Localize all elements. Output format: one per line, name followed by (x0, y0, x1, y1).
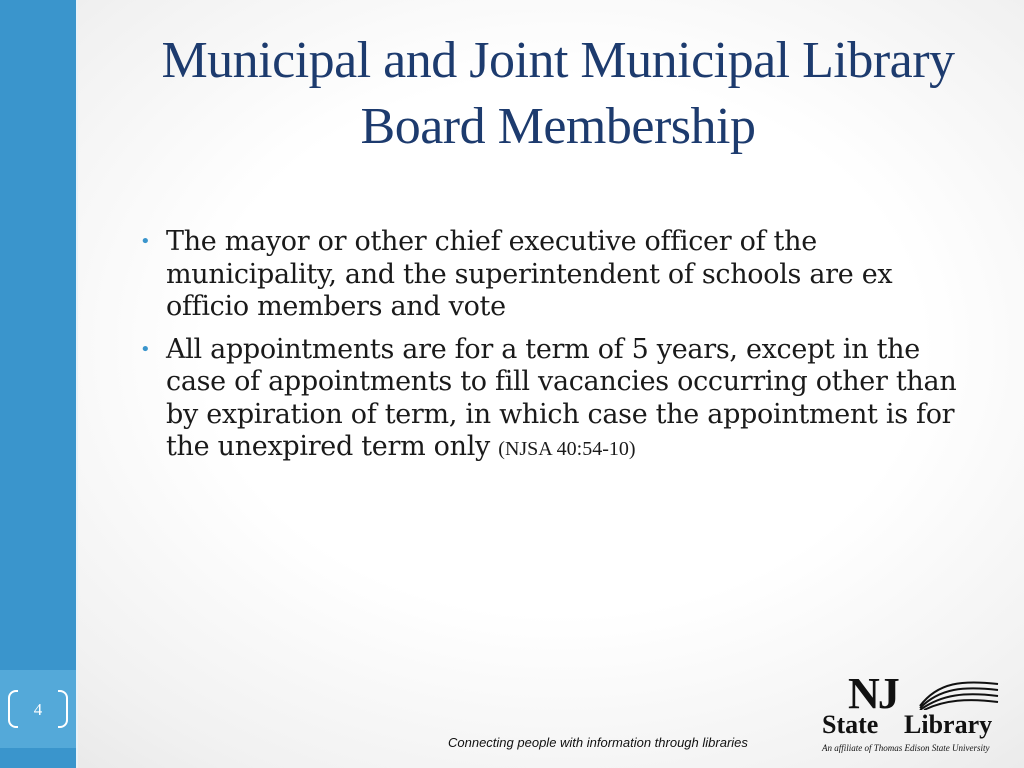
bullet-text: The mayor or other chief executive officer of the municipality, and the superintendent of schools are ex officio members and vote (166, 226, 893, 322)
footer-tagline: Connecting people with information through libraries (448, 735, 748, 750)
sidebar-edge (76, 0, 78, 768)
logo-nj-mark: NJ (848, 669, 898, 718)
slide-number: 4 (33, 700, 43, 719)
right-brace-icon (58, 690, 68, 728)
bullet-dot-icon: • (140, 338, 151, 360)
left-sidebar-bar (0, 0, 76, 768)
slide-number-block (0, 670, 76, 748)
logo-swoosh-icon (918, 676, 1000, 710)
statute-citation: (NJSA 40:54-10) (498, 438, 636, 460)
logo-affiliate-text: An affiliate of Thomas Edison State University (822, 743, 990, 753)
logo-state-text: State (822, 710, 879, 739)
bullet-text: All appointments are for a term of 5 years, except in the case of appointments to fill vacancies occurring other than by expiration of term, in which case the appointment is for the unexpired term only (166, 333, 957, 462)
bullet-item-ex-officio (138, 226, 958, 324)
bullet-item-appointments (138, 334, 958, 466)
slide-title: Municipal and Joint Municipal Library Board Membership (161, 32, 955, 155)
bullet-list (138, 226, 958, 476)
bullet-dot-icon: • (140, 231, 151, 252)
logo-library-text: Library (904, 710, 993, 739)
nj-state-library-logo (818, 669, 1004, 758)
